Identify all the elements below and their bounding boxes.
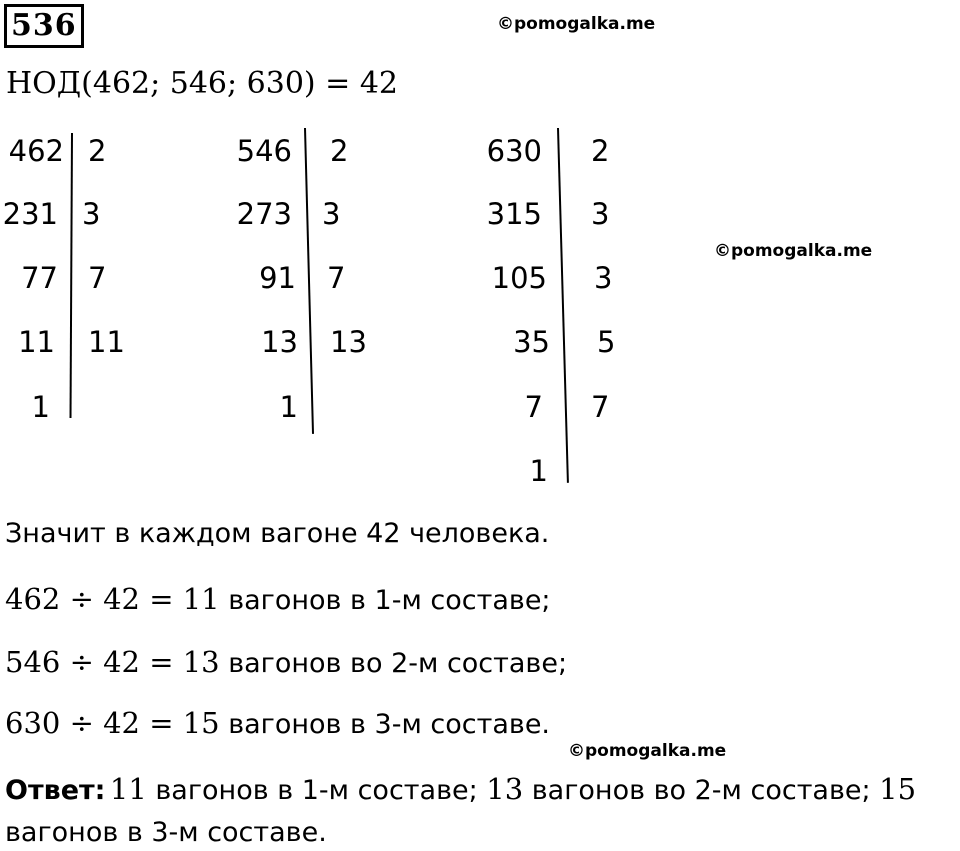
prime-factor: 2 — [88, 134, 107, 168]
answer-line-2: вагонов в 3-м составе. — [5, 817, 327, 848]
factor-number: 11 — [18, 325, 55, 359]
factor-number: 462 — [8, 134, 64, 168]
watermark-bottom: ©pomogalka.me — [568, 741, 727, 761]
answer-label: Ответ: — [5, 775, 106, 806]
factorization-divider — [70, 133, 73, 418]
prime-factor: 5 — [597, 325, 616, 359]
answer-text: вагонов в 1-м составе; — [146, 775, 487, 806]
prime-factor: 2 — [330, 134, 349, 168]
factor-number: 7 — [524, 390, 543, 424]
calc-expression: 546 ÷ 42 = 13 — [5, 645, 220, 679]
prime-factor: 3 — [322, 197, 341, 231]
calc-text: вагонов во 2-м составе; — [219, 648, 568, 679]
watermark-top: ©pomogalka.me — [497, 14, 656, 34]
calc-expression: 462 ÷ 42 = 11 — [5, 582, 220, 616]
factor-number: 1 — [31, 390, 50, 424]
prime-factor: 11 — [88, 325, 125, 359]
calc-text: вагонов в 1-м составе; — [219, 585, 551, 616]
factor-number: 1 — [529, 454, 548, 488]
prime-factor: 13 — [330, 325, 367, 359]
calc-expression: 630 ÷ 42 = 15 — [5, 706, 220, 740]
factor-number: 231 — [2, 197, 58, 231]
prime-factor: 7 — [327, 261, 346, 295]
prime-factor: 3 — [591, 197, 610, 231]
factor-number: 13 — [261, 325, 298, 359]
calc-line-2 — [5, 645, 567, 679]
factor-number: 1 — [279, 390, 298, 424]
factorization-divider — [304, 128, 314, 434]
factor-number: 630 — [486, 134, 542, 168]
answer-number: 15 — [879, 772, 917, 806]
watermark-middle: ©pomogalka.me — [714, 241, 873, 261]
answer-line-1 — [5, 772, 916, 806]
factor-number: 315 — [486, 197, 542, 231]
answer-text: вагонов во 2-м составе; — [523, 775, 880, 806]
factorization-divider — [557, 128, 569, 483]
prime-factor: 3 — [594, 261, 613, 295]
factor-number: 546 — [236, 134, 292, 168]
factor-number: 77 — [21, 261, 58, 295]
gcd-statement: НОД(462; 546; 630) = 42 — [6, 66, 399, 101]
calc-line-3 — [5, 706, 550, 740]
prime-factor: 7 — [591, 390, 610, 424]
factor-number: 273 — [236, 197, 292, 231]
answer-number: 13 — [486, 772, 524, 806]
prime-factor: 3 — [82, 197, 101, 231]
prime-factor: 7 — [88, 261, 107, 295]
problem-number: 536 — [4, 4, 84, 48]
prime-factor: 2 — [591, 134, 610, 168]
conclusion-text: Значит в каждом вагоне 42 человека. — [5, 518, 550, 549]
factor-number: 91 — [259, 261, 296, 295]
answer-number: 11 — [109, 772, 147, 806]
calc-line-1 — [5, 582, 551, 616]
factor-number: 35 — [513, 325, 550, 359]
factor-number: 105 — [491, 261, 547, 295]
calc-text: вагонов в 3-м составе. — [219, 709, 551, 740]
